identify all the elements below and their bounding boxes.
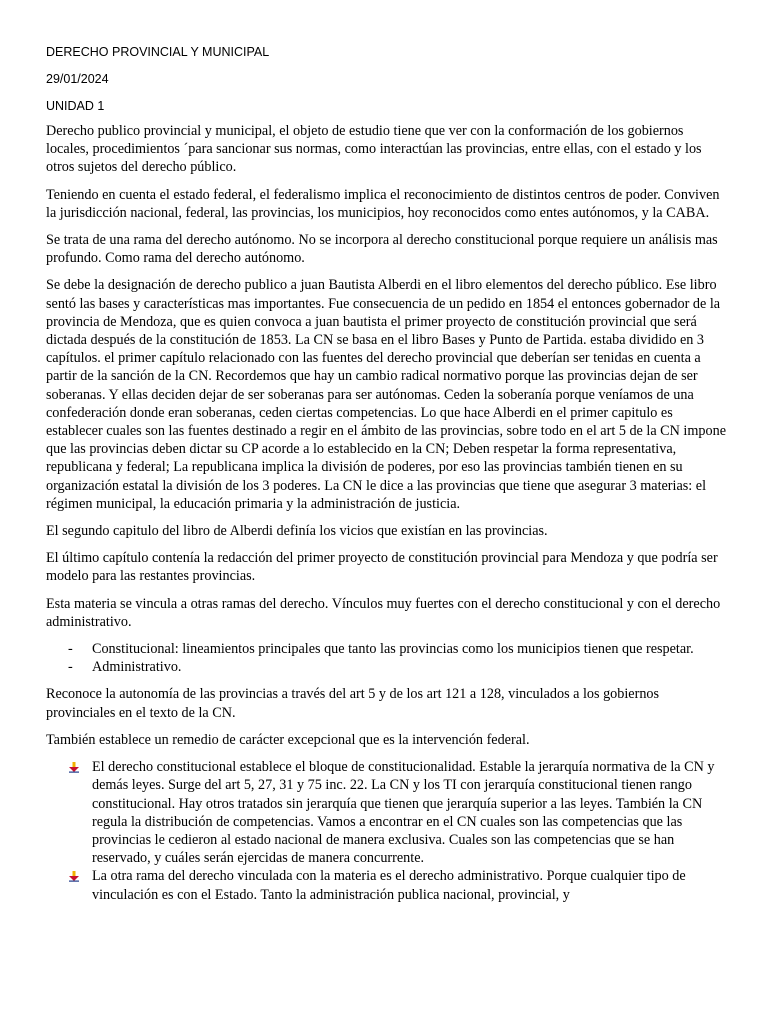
list-item-text: El derecho constitucional establece el bloque de constitucionalidad. Estable la jerarquía normativa de la CN y demás leyes. Surge del art 5, 27, 31 y 75 inc. 22. La CN y los TI con jerarquía constitucional tienen rango constitucional. Hay otros tratados sin jerarquía que tienen que jerarquía superior a las leyes. También la CN regula la distribución de competencias. Vamos a encontrar en el CN cuales son las competencias que las provincias le cedieron al estado nacional de manera exclusiva. Cuales son las competencias que se han reservado, y cuáles serán ejercidas de manera concurrente.	[92, 759, 715, 867]
document-page	[46, 44, 728, 904]
paragraph: El segundo capitulo del libro de Alberdi definía los vicios que existían en las provincias.	[46, 523, 548, 540]
list-item	[46, 658, 728, 676]
paragraph: También establece un remedio de carácter excepcional que es la intervención federal.	[46, 731, 530, 748]
paragraph: Derecho publico provincial y municipal, el objeto de estudio tiene que ver con la conformación de los gobiernos locales, procedimientos ´para sancionar sus normas, como interactúan las provincias, entre ellas, con el estado y los otros sujetos del derecho público.	[46, 123, 702, 176]
list-item	[46, 867, 728, 903]
arrow-bullet-icon	[68, 761, 80, 773]
paragraph: El último capítulo contenía la redacción del primer proyecto de constitución provincial para Mendoza y que podría ser modelo para las restantes provincias.	[46, 550, 718, 585]
list-item-text: Administrativo.	[92, 659, 182, 676]
dash-bullet-icon: -	[68, 641, 73, 658]
document-title: DERECHO PROVINCIAL Y MUNICIPAL	[46, 45, 270, 59]
document-date: 29/01/2024	[46, 72, 109, 86]
paragraph: Teniendo en cuenta el estado federal, el federalismo implica el reconocimiento de distintos centros de poder. Conviven la jurisdicción nacional, federal, las provincias, los municipios, hoy reconocidos como entes autónomos, y la CABA.	[46, 186, 720, 221]
arrow-bullet-icon	[68, 870, 80, 882]
unit-heading: UNIDAD 1	[46, 99, 105, 113]
dash-bullet-icon: -	[68, 659, 73, 676]
list-item	[46, 640, 728, 658]
paragraph: Esta materia se vincula a otras ramas del derecho. Vínculos muy fuertes con el derecho constitucional y con el derecho administrativo.	[46, 595, 721, 630]
paragraph: Se debe la designación de derecho publico a juan Bautista Alberdi en el libro elementos del derecho público. Ese libro sentó las bases y características mas importantes. Fue consecuencia de un pedido en 1854 el entonces gobernador de la provincia de Mendoza, que es quien convoca a juan bautista el primer proyecto de constitución provincial que será dictada después de la constitución de 1853. La CN se basa en el libro Bases y Punto de Partida. estaba dividido en 3 capítulos. el primer capítulo relacionado con las fuentes del derecho provincial que deberían ser tenidas en cuenta a partir de la sanción de la CN. Recordemos que hay un cambio radical normativo porque las provincias dejan de ser soberanas. Y ellas deciden dejar de ser soberanas para ser autónomas. Ceden la soberanía porque veníamos de una confederación donde eran soberanas, ceden ciertas competencias. Lo que hace Alberdi en el primer capitulo es establecer cuales son las fuentes destinado a regir en el ámbito de las provincias, sobre todo en el art 5 de la CN impone que las provincias deben dictar su CP acorde a lo establecido en la CN; Deben respetar la forma representativa, republicana y federal; La republicana implica la división de poderes, por eso las provincias también tienen en su organización estatal la división de los 3 poderes. La CN le dice a las provincias que tiene que asegurar 3 materias: el régimen municipal, la educación primaria y la administración de justicia.	[46, 277, 726, 512]
list-item-text: Constitucional: lineamientos principales que tanto las provincias como los municipios tienen que respetar.	[92, 641, 694, 658]
dash-list	[46, 640, 728, 676]
paragraph: Se trata de una rama del derecho autónomo. No se incorpora al derecho constitucional porque requiere un análisis mas profundo. Como rama del derecho autónomo.	[46, 232, 718, 267]
list-item-text: La otra rama del derecho vinculada con la materia es el derecho administrativo. Porque cualquier tipo de vinculación es con el Estado. Tanto la administración publica nacional, provincial, y	[92, 868, 686, 903]
list-item	[46, 758, 728, 867]
arrow-list	[46, 758, 728, 904]
paragraph: Reconoce la autonomía de las provincias a través del art 5 y de los art 121 a 128, vinculados a los gobiernos provinciales en el texto de la CN.	[46, 686, 660, 721]
